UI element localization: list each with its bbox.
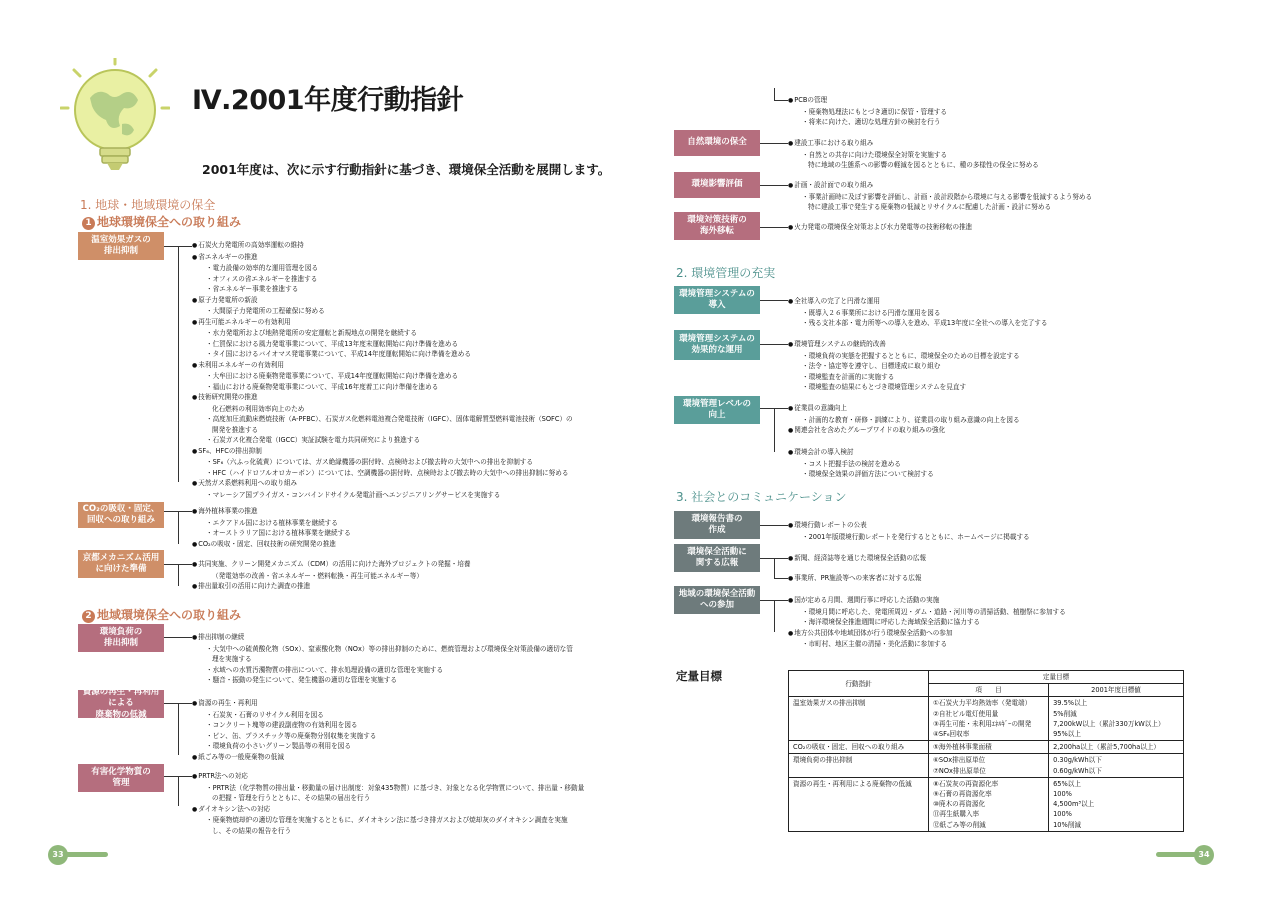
connector bbox=[760, 525, 788, 526]
list-item: ・環境監査を計画的に実施する bbox=[802, 372, 895, 381]
list-item: ● SF₆、HFCの排出抑制 bbox=[192, 446, 573, 458]
connector bbox=[774, 408, 775, 452]
list-item: ・環境監査の結果にもとづき環境管理システムを見直す bbox=[802, 383, 967, 391]
list-item: ● 海外植林事業の推進 bbox=[192, 506, 351, 518]
table-item: ④SF₆回収率 bbox=[933, 730, 970, 739]
list-ems-level bbox=[788, 403, 1020, 480]
list-item: ● 共同実施、クリーン開発メカニズム（CDM）の活用に向けた海外プロジェクトの発掘・培養 bbox=[192, 559, 471, 571]
table-value: 39.5%以上 bbox=[1053, 699, 1088, 708]
table-value: 65%以上 bbox=[1053, 779, 1081, 788]
table-cell-policy: 環境負荷の排出抑制 bbox=[789, 754, 929, 777]
list-item: ● 石炭火力発電所の高効率運転の維持 bbox=[192, 240, 573, 252]
list-item: ・水力発電所および地熱発電所の安定運転と新規地点の開発を継続する bbox=[206, 329, 417, 337]
list-pcb bbox=[788, 95, 947, 128]
list-item: ● 火力発電の環境保全対策および水力発電等の技術移転の推進 bbox=[788, 222, 972, 234]
category-nature: 自然環境の保全 bbox=[674, 130, 760, 156]
list-item: ● 計画・設計面での取り組み bbox=[788, 180, 1092, 192]
category-ems-level: 環境管理レベルの 向上 bbox=[674, 396, 760, 424]
table-cell-values bbox=[1049, 754, 1184, 777]
table-cell-values bbox=[1049, 777, 1184, 831]
category-pr: 環境保全活動に 関する広報 bbox=[674, 544, 760, 572]
connector bbox=[774, 88, 775, 100]
table-cell-policy: 資源の再生・再利用による廃棄物の低減 bbox=[789, 777, 929, 831]
list-item: 開発を推進する bbox=[212, 425, 259, 434]
connector bbox=[760, 143, 788, 144]
connector bbox=[178, 703, 179, 755]
table-item: ⑫紙ごみ等の削減 bbox=[933, 820, 986, 829]
category-kyoto: 京都メカニズム活用 に向けた準備 bbox=[78, 550, 164, 578]
list-item: ・HFC（ハイドロフルオロカーボン）については、空調機器の据付時、点検時および撤去時の大気中への排出抑制に努める bbox=[206, 468, 569, 477]
list-item: ● 技術研究開発の推進 bbox=[192, 392, 573, 404]
list-item: ● PRTR法への対応 bbox=[192, 771, 584, 783]
list-item: ● 従業員の意識向上 bbox=[788, 403, 1020, 415]
list-item: ● 原子力発電所の新設 bbox=[192, 295, 573, 307]
table-item: ⑪再生紙購入率 bbox=[933, 810, 980, 819]
list-item: ● 省エネルギーの推進 bbox=[192, 252, 573, 264]
list-item: 理を実施する bbox=[212, 655, 252, 663]
page-number: 33 bbox=[48, 845, 68, 865]
category-local: 地域の環境保全活動 への参加 bbox=[674, 586, 760, 614]
list-ems-intro bbox=[788, 296, 1048, 329]
page-number-area bbox=[1156, 845, 1216, 865]
table-item: ⑦NOx排出原単位 bbox=[933, 766, 986, 775]
table-header-value: 2001年度目標値 bbox=[1049, 684, 1184, 697]
subsection-heading-2 bbox=[82, 606, 241, 623]
table-row bbox=[789, 754, 1184, 777]
list-item: ・高度加圧流動床燃焼技術（A-PFBC）、石炭ガス化燃料電池複合発電技術（IGFC）、固体電解質型燃料電池技術（SOFC）の bbox=[206, 415, 573, 423]
list-item: ・将来に向けた、適切な処理方針の検討を行う bbox=[802, 118, 941, 126]
lead-text: 2001年度は、次に示す行動指針に基づき、環境保全活動を展開します。 bbox=[202, 162, 611, 177]
list-item: 特に建設工事で発生する廃棄物の低減とリサイクルに配慮した計画・設計に努める bbox=[808, 203, 1052, 211]
table-item: ⑥SOx排出原単位 bbox=[933, 756, 986, 765]
list-item: ・事業計画時に及ぼす影響を評価し、計画・設計段階から環境に与える影響を低減するよう努める bbox=[802, 192, 1093, 201]
list-item: ・オーストラリア国における植林事業を継続する bbox=[206, 529, 351, 537]
list-item: ・自然との共存に向けた環境保全対策を実施する bbox=[802, 150, 948, 159]
list-item: （発電効率の改善・省エネルギー・燃料転換・再生可能エネルギー等） bbox=[212, 571, 423, 580]
list-item: ・エクアドル国における植林事業を継続する bbox=[206, 518, 338, 527]
list-pr-visitors bbox=[788, 573, 922, 585]
category-ems-operation: 環境管理システムの 効果的な運用 bbox=[674, 330, 760, 360]
list-item: ・環境月間に呼応した、発電所周辺・ダム・道路・河川等の清掃活動、植樹祭に参加する bbox=[802, 607, 1066, 616]
table-value: 100% bbox=[1053, 810, 1072, 819]
list-item: ・コンクリート塊等の建設副産物の有効利用を図る bbox=[206, 721, 358, 729]
list-co2 bbox=[192, 506, 351, 550]
list-chem bbox=[192, 771, 584, 836]
category-ems-intro: 環境管理システムの 導入 bbox=[674, 286, 760, 314]
table-header-policy: 行動指針 bbox=[789, 671, 929, 697]
list-item: ・廃棄物焼却炉の適切な管理を実施するとともに、ダイオキシン法に基づき排ガスおよび焼却灰のダイオキシン調査を実施 bbox=[206, 816, 568, 824]
connector bbox=[774, 578, 788, 579]
list-item: ● 地方公共団体や地域団体が行う環境保全活動への参加 bbox=[788, 628, 1066, 640]
target-title: 定量目標 bbox=[676, 669, 722, 683]
table-row bbox=[789, 741, 1184, 754]
list-report bbox=[788, 520, 1030, 542]
list-item: ・石炭灰・石膏のリサイクル利用を図る bbox=[206, 710, 324, 719]
section-heading-1: 1. 地球・地域環境の保全 bbox=[80, 198, 216, 212]
category-chem: 有害化学物質の 管理 bbox=[78, 764, 164, 792]
table-value: 100% bbox=[1053, 790, 1072, 799]
category-eia: 環境影響評価 bbox=[674, 172, 760, 198]
table-item: ⑨石膏の再資源化率 bbox=[933, 790, 992, 799]
list-item: ・計画的な教育・研修・訓練により、従業員の取り組み意識の向上を図る bbox=[802, 415, 1020, 424]
list-item: 特に地域の生態系への影響の軽減を図るとともに、種の多様性の保全に努める bbox=[808, 161, 1039, 169]
connector bbox=[760, 344, 788, 345]
table-value: 4,500m³以上 bbox=[1053, 800, 1095, 809]
list-item: ● 再生可能エネルギーの有効利用 bbox=[192, 317, 573, 329]
list-item: ● 資源の再生・再利用 bbox=[192, 698, 376, 710]
category-ghg: 温室効果ガスの 排出抑制 bbox=[78, 232, 164, 260]
table-value: 2,200ha以上（累計5,700ha以上） bbox=[1053, 743, 1161, 752]
list-item: ・石炭ガス化複合発電（IGCC）実証試験を電力共同研究により推進する bbox=[206, 436, 421, 444]
table-item: ⑤海外植林事業面積 bbox=[933, 743, 992, 752]
connector bbox=[760, 185, 788, 186]
connector bbox=[178, 564, 179, 586]
list-item: ・環境保全効果の評価方法について検討する bbox=[802, 470, 934, 478]
table-value: 0.60g/kWh以下 bbox=[1053, 766, 1102, 775]
list-ghg bbox=[192, 240, 573, 500]
list-kyoto bbox=[192, 559, 471, 593]
list-item bbox=[788, 437, 1020, 448]
list-item: ● 天然ガス系燃料利用への取り組み bbox=[192, 478, 573, 490]
table-body bbox=[789, 697, 1184, 831]
list-item: ● 環境管理システムの継続的改善 bbox=[788, 339, 1020, 351]
list-item: ・ビン、缶、プラスチック等の廃棄物分別収集を実施する bbox=[206, 731, 377, 740]
list-item: ・法令・協定等を遵守し、目標達成に取り組む bbox=[802, 362, 941, 370]
list-item: ● CO₂の吸収・固定、回収技術の研究開発の推進 bbox=[192, 539, 351, 551]
table-item: ②自社ビル電灯使用量 bbox=[933, 709, 999, 718]
list-item: ・オフィスの省エネルギーを推進する bbox=[206, 274, 318, 283]
connector bbox=[774, 600, 775, 632]
page-number: 34 bbox=[1194, 845, 1214, 865]
connector bbox=[178, 511, 179, 544]
table-value: 5%削減 bbox=[1053, 709, 1077, 718]
list-item: ・大間原子力発電所の工程確保に努める bbox=[206, 307, 325, 315]
list-item: ● 関連会社を含めたグループワイドの取り組みの強化 bbox=[788, 425, 1020, 437]
table-cell-items bbox=[929, 741, 1049, 754]
list-eia bbox=[788, 180, 1092, 213]
list-item: ● 全社導入の完了と円滑な運用 bbox=[788, 296, 1048, 308]
table-cell-items bbox=[929, 777, 1049, 831]
connector bbox=[178, 246, 179, 482]
list-local bbox=[788, 595, 1066, 650]
list-item: ・既導入２６事業所における円滑な運用を図る bbox=[802, 308, 941, 317]
list-item: ● 紙ごみ等の一般廃棄物の低減 bbox=[192, 752, 376, 764]
list-item: ● 環境行動レポートの公表 bbox=[788, 520, 1030, 532]
section-heading-3: 3. 社会とのコミュニケーション bbox=[676, 490, 847, 504]
list-ems-operation bbox=[788, 339, 1020, 393]
table-row bbox=[789, 697, 1184, 741]
table-value: 7,200kW以上（累計330万kW以上） bbox=[1053, 719, 1165, 728]
list-pr-media bbox=[788, 553, 926, 565]
list-item: 化石燃料の利用効率向上のため bbox=[212, 404, 305, 413]
list-item: ・福山における廃棄物発電事業について、平成16年度着工に向け準備を進める bbox=[206, 382, 439, 391]
category-tech-transfer: 環境対策技術の 海外移転 bbox=[674, 212, 760, 240]
list-item: ・廃棄物処理法にもとづき適切に保管・管理する bbox=[802, 107, 947, 116]
table-cell-policy: 温室効果ガスの排出抑制 bbox=[789, 697, 929, 741]
connector bbox=[774, 558, 775, 578]
table-value: 95%以上 bbox=[1053, 730, 1081, 739]
page-title: Ⅳ.2001年度行動指針 bbox=[192, 85, 464, 116]
table-item: ⑧石炭灰の再資源化率 bbox=[933, 779, 999, 788]
list-item: ・水域への水質汚濁物質の排出について、排水処理設備の適切な管理を実施する bbox=[206, 665, 444, 674]
category-load: 環境負荷の 排出抑制 bbox=[78, 624, 164, 652]
list-item: ・残る支社本部・電力所等への導入を進め、平成13年度に全社への導入を完了する bbox=[802, 319, 1048, 327]
table-item: ③再生可能・未利用ｴﾈﾙｷﾞｰの開発 bbox=[933, 719, 1032, 728]
list-item: ● 環境会計の導入検討 bbox=[788, 447, 1020, 459]
list-item: ・大気中への硫黄酸化物（SOx）、窒素酸化物（NOx）等の排出抑制のために、燃焼管理および環境保全対策設備の適切な管 bbox=[206, 644, 573, 653]
list-item: ・SF₆（六ふっ化硫黄）については、ガス絶縁機器の据付時、点検時および撤去時の大気中への排出を抑制する bbox=[206, 458, 533, 466]
table-item: ⑩廃木の再資源化 bbox=[933, 800, 986, 809]
list-item: ・省エネルギー事業を推進する bbox=[206, 285, 299, 293]
list-item: ・騒音・振動の発生について、発生機器の適切な管理を実施する bbox=[206, 676, 397, 684]
subsection-number: 1 bbox=[82, 217, 95, 230]
list-item: ・タイ国におけるバイオマス発電事業について、平成14年度運転開始に向け準備を進める bbox=[206, 350, 471, 358]
list-item: ・2001年版環境行動レポートを発行するとともに、ホームページに掲載する bbox=[802, 532, 1030, 541]
list-item: ・電力設備の効率的な運用管理を図る bbox=[206, 264, 319, 272]
list-item: ・環境負荷の実態を把握するとともに、環境保全のための目標を設定する bbox=[802, 351, 1020, 360]
list-item: ・仁賀保における風力発電事業について、平成13年度末運転開始に向け準備を進める bbox=[206, 339, 459, 348]
table-header-item: 項 目 bbox=[929, 684, 1049, 697]
category-co2: CO₂の吸収・固定、 回収への取り組み bbox=[78, 502, 164, 528]
subsection-number: 2 bbox=[82, 610, 95, 623]
list-item: ● 未利用エネルギーの有効利用 bbox=[192, 360, 573, 372]
list-item: ・大牟田における廃棄物発電事業について、平成14年度運転開始に向け準備を進める bbox=[206, 372, 459, 380]
list-item: ● 新聞、経済誌等を通じた環境保全活動の広報 bbox=[788, 553, 926, 565]
subsection-label: 地域環境保全への取り組み bbox=[97, 608, 242, 622]
lightbulb-icon bbox=[60, 58, 170, 176]
list-item: ・市町村、地区主催の清掃・美化活動に参加する bbox=[802, 640, 948, 648]
table-cell-values bbox=[1049, 741, 1184, 754]
list-item: ● 国が定める月間、週間行事に呼応した活動の実施 bbox=[788, 595, 1066, 607]
subsection-heading-1 bbox=[82, 213, 241, 230]
table-item: ①石炭火力平均熱効率（発電端） bbox=[933, 699, 1032, 708]
category-waste: 資源の再生・再利用による 廃棄物の低減 bbox=[78, 690, 164, 718]
connector bbox=[178, 776, 179, 806]
list-tech bbox=[788, 222, 972, 234]
connector bbox=[760, 300, 788, 301]
list-item: ・環境負荷の小さいグリーン製品等の利用を図る bbox=[206, 742, 351, 750]
list-waste bbox=[192, 698, 376, 763]
table-cell-items bbox=[929, 754, 1049, 777]
list-item: ● 建設工事における取り組み bbox=[788, 138, 1039, 150]
list-item: ● 排出量取引の活用に向けた調査の推進 bbox=[192, 581, 471, 593]
list-item: の把握・管理を行うとともに、その結果の届出を行う bbox=[212, 794, 371, 802]
list-item: ● PCBの管理 bbox=[788, 95, 947, 107]
list-item: ● ダイオキシン法への対応 bbox=[192, 804, 584, 816]
table-row bbox=[789, 777, 1184, 831]
list-item: し、その結果の報告を行う bbox=[212, 826, 292, 835]
quantitative-targets-table bbox=[788, 670, 1184, 832]
section-heading-2: 2. 環境管理の充実 bbox=[676, 266, 776, 280]
table-header-target: 定量目標 bbox=[929, 671, 1184, 684]
list-nature bbox=[788, 138, 1039, 171]
table-cell-items bbox=[929, 697, 1049, 741]
list-item: ・マレーシア国プライガス・コンバインドサイクル発電計画へエンジニアリングサービスを実施する bbox=[206, 490, 501, 499]
list-item: ・PRTR法（化学物質の排出量・移動量の届け出制度：対象435物質）に基づき、対象となる化学物質について、排出量・移動量 bbox=[206, 783, 585, 792]
connector bbox=[760, 227, 788, 228]
table-value: 0.30g/kWh以下 bbox=[1053, 756, 1102, 765]
table-cell-values bbox=[1049, 697, 1184, 741]
list-item: ● 事業所、PR施設等への来客者に対する広報 bbox=[788, 573, 922, 585]
connector bbox=[774, 100, 788, 101]
subsection-label: 地球環境保全への取り組み bbox=[97, 215, 242, 229]
table-value: 10%削減 bbox=[1053, 820, 1081, 829]
page-number-area bbox=[48, 845, 108, 865]
list-load bbox=[192, 632, 573, 686]
category-report: 環境報告書の 作成 bbox=[674, 511, 760, 539]
list-item: ・コスト把握手法の検討を進める bbox=[802, 459, 901, 468]
list-item: ・海洋環境保全推進週間に呼応した海域保全活動に協力する bbox=[802, 618, 981, 626]
table-cell-policy: CO₂の吸収・固定、回収への取り組み bbox=[789, 741, 929, 754]
connector bbox=[164, 637, 192, 638]
list-item: ● 排出抑制の継続 bbox=[192, 632, 573, 644]
